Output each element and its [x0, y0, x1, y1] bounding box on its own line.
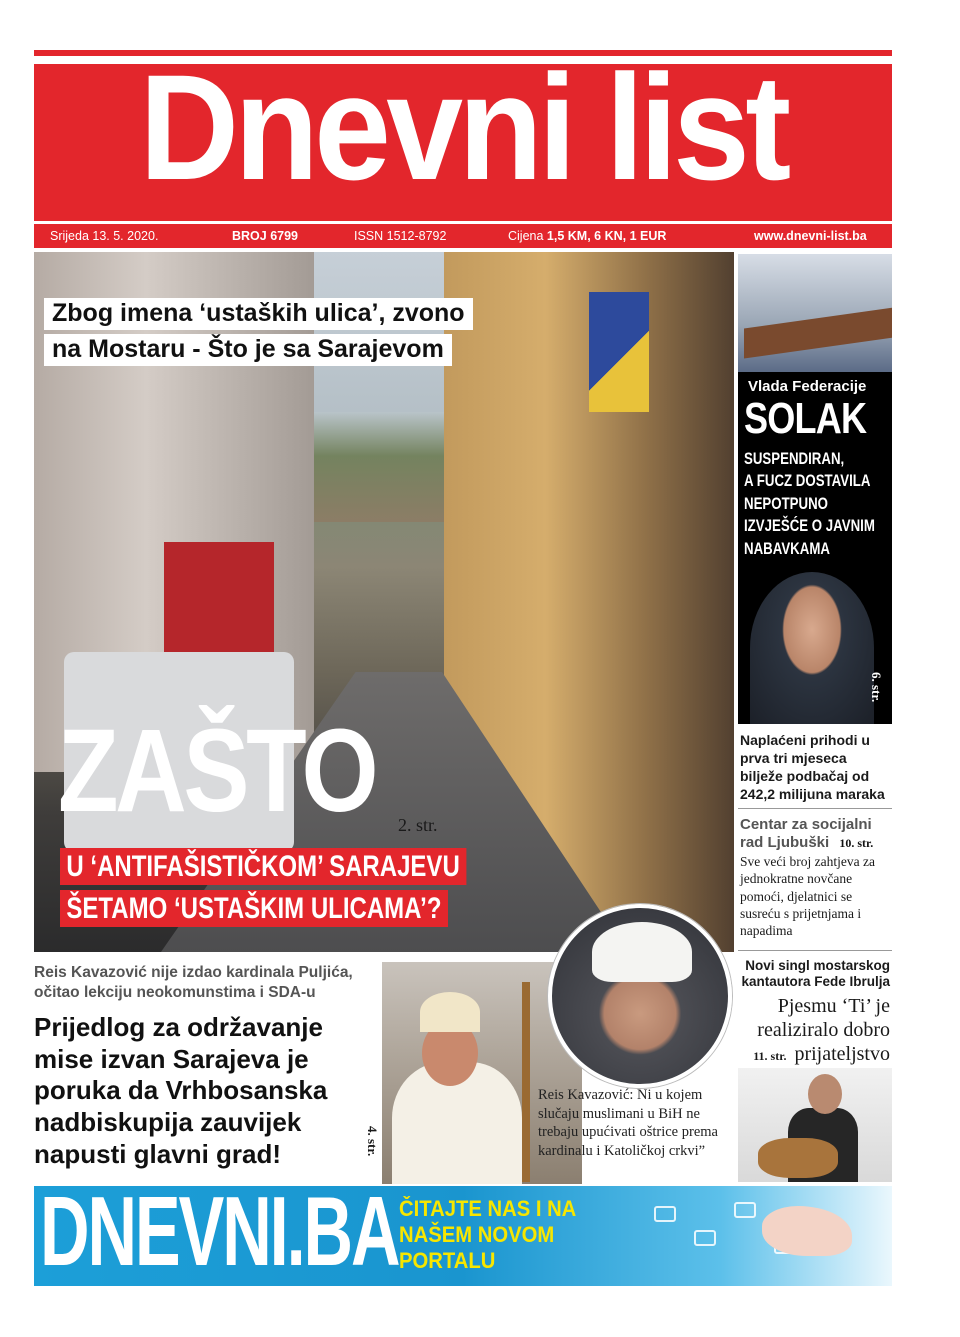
social-centre-text: Sve veći broj zahtjeva za jednokratne novčane pomoći, djelatnici se susreću s prijetnjama i napadima: [740, 854, 875, 939]
lead-kicker-line1[interactable]: Zbog imena ‘ustaških ulica’, zvono: [44, 298, 473, 330]
solak-subhead-line: NEPOTPUNO: [744, 493, 828, 513]
photo-hills: [314, 412, 454, 522]
masthead: [34, 43, 892, 221]
singer-text-line: [740, 1042, 890, 1066]
solak-headline: SOLAK: [744, 394, 867, 443]
guitar-icon: [758, 1138, 838, 1178]
reis-turban: [592, 922, 692, 982]
solak-portrait: [750, 572, 874, 724]
social-centre-title-text: Centar za socijalni rad Ljubuški: [740, 816, 872, 851]
lead-page-ref: 2. str.: [398, 815, 438, 835]
issn: ISSN 1512-8792: [354, 229, 447, 243]
lead-headline[interactable]: ZAŠTO: [58, 705, 376, 837]
lead-sub-line2[interactable]: ŠETAMO ‘USTAŠKIM ULICAMA’?: [60, 890, 448, 927]
issue-date: Srijeda 13. 5. 2020.: [50, 229, 159, 243]
singer-page-ref: 11. str.: [753, 1049, 787, 1063]
social-centre-page-ref: 10. str.: [839, 836, 874, 850]
singer-photo: [738, 1068, 892, 1182]
social-centre-title[interactable]: [740, 816, 890, 852]
device-icon: [694, 1230, 716, 1246]
solak-subhead-line: A FUCZ DOSTAVILA: [744, 471, 871, 491]
portal-banner-subtitle: ČITAJTE NAS I NA NAŠEM NOVOM PORTALU: [399, 1196, 576, 1273]
lead-sub-line1[interactable]: U ‘ANTIFAŠISTIČKOM’ SARAJEVU: [60, 848, 466, 885]
hand-icon: [762, 1206, 852, 1256]
website-link[interactable]: www.dnevni-list.ba: [754, 229, 867, 243]
revenue-story[interactable]: Naplaćeni prihodi u prva tri mjeseca bilježe podbačaj od 242,2 milijuna maraka: [740, 732, 885, 802]
singer-text-line: Pjesmu ‘Ti’ je: [777, 995, 890, 1017]
price-label: Cijena: [508, 229, 544, 243]
singer-text: [740, 994, 890, 1066]
solak-subhead-line: SUSPENDIRAN,: [744, 449, 845, 468]
sidebar-divider: [738, 808, 892, 809]
device-icon: [654, 1206, 676, 1222]
cardinal-mitre: [420, 992, 480, 1032]
singer-head: [808, 1074, 842, 1114]
solak-kicker: Vlada Federacije: [748, 378, 867, 395]
lead-kicker-line2[interactable]: na Mostaru - Što je sa Sarajevom: [44, 334, 452, 366]
photo-bus: [164, 542, 274, 662]
solak-subhead-line: NABAVKAMA: [744, 538, 830, 558]
bottom-page-ref: 4. str.: [365, 1126, 380, 1157]
reis-portrait: [548, 904, 732, 1088]
reis-caption: Reis Kavazović: Ni u kojem slučaju muslimani u BiH ne trebaju upućivati oštrice prema kardinalu i Katoličkoj crkvi”: [538, 1087, 718, 1159]
solak-page-ref: 6. str.: [869, 672, 884, 703]
solak-subhead: [744, 448, 900, 560]
singer-text-word: prijateljstvo: [794, 1043, 890, 1065]
newspaper-title: Dnevni list: [139, 43, 787, 211]
singer-text-line: realiziralo dobro: [757, 1019, 890, 1041]
sidebar-divider: [738, 950, 892, 951]
photo-table: [744, 307, 892, 358]
singer-kicker[interactable]: Novi singl mostarskog kantautora Fede Ibrulja: [741, 958, 890, 990]
solak-story[interactable]: [738, 372, 892, 724]
issue-number: BROJ 6799: [232, 229, 299, 243]
bottom-kicker[interactable]: Reis Kavazović nije izdao kardinala Puljića, očitao lekciju neokomunstima i SDA-u: [34, 964, 353, 1002]
crozier-icon: [522, 982, 530, 1182]
device-icon: [734, 1202, 756, 1218]
bottom-headline[interactable]: Prijedlog za održavanje mise izvan Sarajeva je poruka da Vrhbosanska nadbiskupija zauvijek napusti glavni grad!: [34, 1012, 328, 1169]
solak-subhead-line: IZVJEŠĆE O JAVNIM: [744, 516, 875, 536]
masthead-infobar: [34, 224, 892, 248]
photo-flag: [589, 292, 649, 412]
government-meeting-photo: [738, 254, 892, 372]
portal-banner[interactable]: [34, 1186, 892, 1286]
price-value: 1,5 KM, 6 KN, 1 EUR: [546, 229, 667, 243]
portal-banner-title: DNEVNI.BA: [40, 1186, 399, 1286]
price: [508, 229, 666, 243]
